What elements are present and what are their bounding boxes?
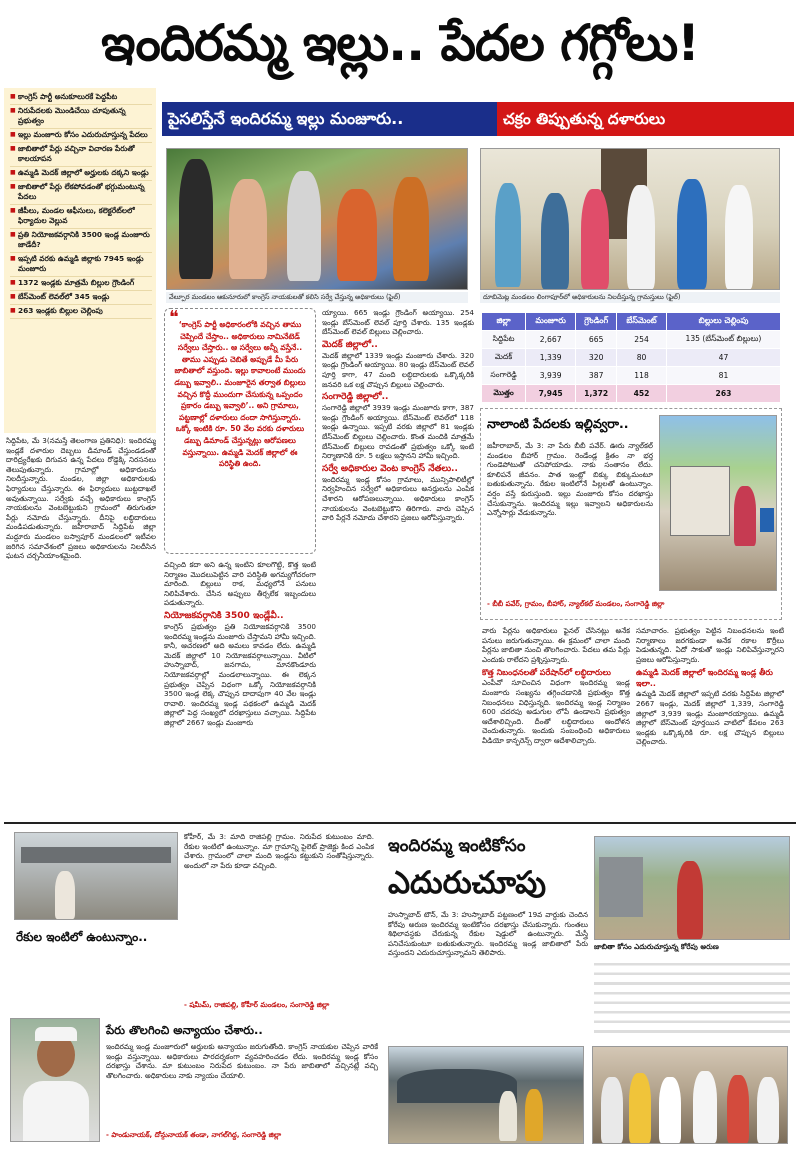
table-cell: 47 <box>666 349 780 367</box>
person-figure <box>734 486 756 546</box>
highlight-text: జీపీలు, మండల ఆఫీసులు, కలెక్టరేట్‌లలో ఫిర్యాదుల వెల్లువ <box>18 206 135 225</box>
highlight-text: ఇల్లు మంజూరు కోసం ఎదురుచూస్తున్న పేదలు <box>18 130 148 139</box>
bullet-icon: ■ <box>10 145 16 152</box>
table-cell: 81 <box>666 367 780 385</box>
col3-sanga-text: సంగారెడ్డి జిల్లాలో 3939 ఇండ్లు మంజూరు కాగా, 387 ఇండ్లు గ్రౌండింగ్ అయ్యాయి. బేస్‌మెంట్ లెవల్‌లో 118 ఇండ్లు ఉన్నాయి. ఇప్పటి వరకు జిల్లాలో 81 ఇండ్లకు బేస్‌మెంట్ బిల్లులు చెల్లించారు. కొంత మందికి మాత్రమే బేస్‌మెంట్ బిల్లులు రావడంతో ప్రభుత్వం ఒక్కో ఇంటి నిర్మాణానికి రూ. 5 లక్షలు ఇస్తానని హామీ ఇచ్చింది. <box>322 403 474 461</box>
bullet-icon: ■ <box>10 131 16 138</box>
col4-text: ఎంపీవో సూచించిన విధంగా ఇందిరమ్మ ఇండ్ల మంజూరు సంఖ్యను తగ్గించడానికి ప్రభుత్వం కొత్త నిబంధనలు విధిస్తున్నది. ఇందిరమ్మ ఇండ్ల నిర్మాణం 600 చదరపు అడుగుల లోపే ఉండాలని ప్రభుత్వం ఆదేశాలిచ్చింది. దీంతో లబ్ధిదారులు ఆందోళన చెందుతున్నారు. ఇందుకు సంబంధించి అధికారులు వీడియో కాన్ఫరెన్స్ ద్వారా ఆదేశాలిచ్చారు. <box>482 678 630 745</box>
photo-woman-shed <box>594 836 790 940</box>
story-eduru-text-cont <box>594 956 790 1034</box>
person-figure <box>601 1077 623 1143</box>
table-header-cell: జిల్లా <box>482 313 526 331</box>
body-col1: సిద్దిపేట, మే 3(నమస్తే తెలంగాణ ప్రతినిధి): ఇందిరమ్మ ఇండ్లకే దళారుల దెబ్బలు డిమాండ్ చేస్తుండడంతో దారిద్ర్యరేఖకు దిగువన ఉన్న పేదలు రోడ్డెక్కి నిరసనలు తెలుపుతున్నారు. గ్రామాల్లో అధికారులను నిలదీస్తున్నారు. మండల, జిల్లా అధికారులకు ఫిర్యాదులు చేస్తున్నారు. ఈ ఫిర్యాదులు బుట్టదాఖలే అవుతున్నాయి. సర్వేకు వచ్చే అధికారులు కాంగ్రెస్ నాయకులను వెంటబెట్టుకుని గ్రామంలో తిరుగుతూ పేర్లు నమోదు చేస్తున్నారు. దీనిపై లబ్ధిదారులు మండిపడుతున్నారు. జహీరాబాద్ సిద్దిపేట జిల్లా మద్దూరు మండలం బస్వాపూర్ మండలంలో ఇటీవల జరిగిన సమావేశంలో ప్రజలు అధికారులను నిలదీసిన ఘటన చర్చనీయాంశమైంది. <box>6 436 156 561</box>
col2-text: కాంగ్రెస్ ప్రభుత్వం ప్రతి నియోజకవర్గానికి 3500 ఇందిరమ్మ ఇండ్లను మంజూరు చేస్తామని హామీ ఇచ్చింది. కానీ, ఆచరణలో అది అమలు కావడం లేదు. ఉమ్మడి మెదక్ జిల్లాలో 10 నియోజకవర్గాలున్నాయి. వీటిలో హుస్నాబాద్, జనగామ, మానకొండూరు నియోజకవర్గాల్లో మండలాలున్నాయి. ఈ లెక్కన ప్రభుత్వం చెప్పిన విధంగా ఒక్కో నియోజకవర్గానికి 3500 ఇండ్ల లెక్క చొప్పున దాదాపుగా 40 వేల ఇండ్లు రావాలి. ఇందిరమ్మ ఇండ్ల పథకంలో ఉమ్మడి మెదక్ జిల్లాలో పెద్ద సంఖ్యలో దరఖాస్తులు వచ్చాయి. సిద్దిపేట జిల్లాలో 2667 ఇండ్లు మంజూరు <box>164 621 316 727</box>
table-cell: 7,945 <box>526 385 576 403</box>
table-cell: 1,339 <box>526 349 576 367</box>
story-rekula-byline: - షమీమ్, రాజిపల్లి, కోహీర్ మండలం, సంగారెడ్డి జిల్లా <box>184 1001 330 1009</box>
bullet-icon: ■ <box>10 255 16 262</box>
highlight-item <box>10 106 152 129</box>
table-cell: సంగారెడ్డి <box>482 367 526 385</box>
highlight-text: 1372 ఇండ్లకు మాత్రమే బిల్లుల గ్రౌండింగ్ <box>18 278 135 287</box>
photo-old-man <box>10 1018 100 1142</box>
highlight-item <box>10 230 152 253</box>
highlight-text: జాబితాలో పేర్లు లేకపోవడంతో భగ్గుమంటున్న పేదలు <box>18 182 145 201</box>
table-row <box>482 385 781 403</box>
quote-mark-icon: ❝ <box>169 308 179 328</box>
table-cell: 2,667 <box>526 331 576 349</box>
person-figure <box>727 1075 749 1143</box>
table-cell: 1,372 <box>576 385 617 403</box>
table-cell: మొత్తం <box>482 385 526 403</box>
photo-eduru-caption: జాబితా కోసం ఎదురుచూస్తున్న కోరేపు అరుణ <box>594 942 719 951</box>
col5-intro: సమాచారం. ప్రభుత్వం పెట్టిన నిబంధనలను ఇంటి నిర్మాణాలు జరగకుండా అనేక రకాల కొర్రీలు పెడుతున్నది. ఏదో సాకుతో ఇండ్లు నిలిపివేస్తున్నారని ప్రజలు ఆరోపిస్తున్నారు. <box>636 626 784 664</box>
col2-intro: వచ్చింది కదా అని ఉన్న ఇంటిని కూలగొట్టి, కొత్త ఇంటి నిర్మాణం మొదలుపెట్టిన వారి పరిస్థితి అగమ్యగోచరంగా మారింది. బిల్లులు రాక, మధ్యలోనే పనులు నిలిపివేశారు. చేసిన అప్పులు తీర్చలేక ఇబ్బందులు పడుతున్నారు. <box>164 560 316 608</box>
bullet-icon: ■ <box>10 307 16 314</box>
body-col4 <box>482 626 630 816</box>
table-row <box>482 367 781 385</box>
person-figure <box>179 159 213 279</box>
highlight-item <box>10 254 152 277</box>
highlight-item <box>10 206 152 229</box>
col3-sanga-subhead: సంగారెడ్డి జిల్లాలో.. <box>322 392 389 403</box>
highlight-item <box>10 144 152 167</box>
highlights-box <box>4 88 156 433</box>
col5-subhead: ఉమ్మడి మెదక్ జిల్లాలో ఇందిరమ్మ ఇండ్ల తీరు ఇలా.. <box>636 668 773 689</box>
table-cell: మెదక్ <box>482 349 526 367</box>
table-cell: 135 (బేస్‌మెంట్ బిల్లులు) <box>666 331 780 349</box>
photo-survey-officials <box>166 148 468 290</box>
story-peru-text: ఇందిరమ్మ ఇండ్ల మంజూరులో అర్హులకు అన్యాయం జరుగుతోంది. కాంగ్రెస్ నాయకుల చెప్పిన వారికే ఇండ్లు వస్తున్నాయి. అధికారులు పారదర్శకంగా వ్యవహరించడం లేదు. ఇందిరమ్మ ఇండ్ల కోసం దరఖాస్తు చేశాను. మా కుటుంబం నిరుపేద కుటుంబం. నా పేరు జాబితాలో వచ్చినట్లే వచ్చి తొలగించారు. అధికారులు నాకు న్యాయం చేయాలి. <box>106 1042 378 1080</box>
story-peru-byline: - పాండునాయక్, దోన్గునాయక్ తండా, నాగల్‌గిద్ద, సంగారెడ్డి జిల్లా <box>106 1131 282 1139</box>
table-cell: 254 <box>617 331 667 349</box>
person-figure <box>677 861 703 939</box>
table-cell: 320 <box>576 349 617 367</box>
story-rekula-title: రేకుల ఇంటిలో ఉంటున్నాం.. <box>16 930 148 944</box>
bullet-icon: ■ <box>10 231 16 238</box>
photo-crowd-officials <box>592 1046 788 1144</box>
bullet-icon: ■ <box>10 183 16 190</box>
photo2-caption: దూబిమెట్ల మండలం లింగాపూర్‌లో అధికారులను నిలదీస్తున్న గ్రామస్తులు (ఫైల్) <box>480 292 780 303</box>
story-eduru-box <box>382 830 794 1038</box>
person-figure <box>659 1077 681 1143</box>
story-nala-title: నాలాంటి పేదలకు ఇల్లివ్వరా.. <box>487 416 629 431</box>
col2-subhead: నియోజకవర్గానికి 3500 ఇండ్లేవీ.. <box>164 610 284 621</box>
col4-intro: వారు పేర్లను అధికారులు ఫైనల్ చేసినట్లు అనేక పనులు జరుగుతున్నాయి. ఈ క్రమంలో చాలా మంది పేర్లను జాబితా నుంచి తొలగించారు. పేదలు తమ పేర్లు ఎందుకు రాలేదని ప్రశ్నిస్తున్నారు. <box>482 626 630 664</box>
highlight-text: ఇప్పటి వరకు ఉమ్మడి జిల్లాకు 7945 ఇండ్లు మంజూరు <box>18 254 144 273</box>
table-cell: 665 <box>576 331 617 349</box>
table-row <box>482 331 781 349</box>
person-figure <box>287 171 321 281</box>
highlight-text: నిరుపేదలకు మొండిచేయి చూపుతున్న ప్రభుత్వం <box>18 106 126 125</box>
highlight-item <box>10 306 152 319</box>
photo-tarp-hut <box>388 1046 584 1144</box>
highlight-item <box>10 292 152 305</box>
shed <box>599 857 643 917</box>
bullet-icon: ■ <box>10 279 16 286</box>
story-eduru-title-1: ఇందిరమ్మ ఇంటికోసం <box>388 836 526 856</box>
table-cell: 387 <box>576 367 617 385</box>
table-cell: 3,939 <box>526 367 576 385</box>
col4-subhead: కొత్త నిబంధనలతో పరేషాన్‌లో లబ్ధిదారులు <box>482 668 611 678</box>
table-cell: 80 <box>617 349 667 367</box>
person-figure <box>757 1077 779 1143</box>
highlight-item <box>10 168 152 181</box>
photo1-caption: వేల్పూర మండలం ఆకునూరులో కాంగ్రెస్ నాయకులతో కలిసి సర్వే చేస్తున్న అధికారులు (ఫైల్) <box>166 292 468 303</box>
highlight-text: ప్రతి నియోజకవర్గానికి 3500 ఇండ్ల మంజూరు జాడేదీ? <box>18 230 150 249</box>
headline: ఇందిరమ్మ ఇల్లు.. పేదల గగ్గోలు! <box>101 14 699 72</box>
section-divider <box>4 822 796 824</box>
person-figure <box>393 177 429 281</box>
house-wall <box>670 466 730 536</box>
story-nala-text: జహీరాబాద్, మే 3: నా పేరు బీబీ పవేర్. ఊరు న్యాల్‌కల్ మండలం బీహార్ గ్రామం. రెండేండ్ల క్రితం నా భర్త గుండెపోటుతో చనిపోయాడు. నాకు సంతానం లేదు. కూలిపనే జీవనం. పాత ఇంట్లో బిక్కు బిక్కుమంటూ బతుకుతున్నాను. రేకుల ఇంటిలోనే పిల్లలతో ఉంటున్నాం. వర్షం వస్తే కురుస్తుంది. ఇల్లు మంజూరు కోసం దరఖాస్తు చేసుకున్నాను. ఇందిరమ్మ ఇల్లు ఇవ్వాలని అధికారులను ఎన్నోసార్లు వేడుకున్నాను. <box>487 441 653 518</box>
highlight-text: ఉమ్మడి మెదక్ జిల్లాలో అర్హులకు దక్కని ఇండ్లు <box>18 168 149 177</box>
highlight-item <box>10 278 152 291</box>
col3-survey-text: ఇందిరమ్మ ఇండ్ల కోసం గ్రామాలు, మున్సిపాలిటీల్లో నిర్వహించిన సర్వేలో అధికారులు అనర్హులను ఎంపిక చేశారని ఆరోపణలున్నాయి. అధికారులు కాంగ్రెస్ నాయకులను వెంటబెట్టుకొని తిరిగారు. వారు చెప్పిన వారి పేర్లనే నమోదు చేశారని ప్రజలు ఆరోపిస్తున్నారు. <box>322 474 474 523</box>
col3-survey-subhead: సర్వే అధికారుల వెంట కాంగ్రెస్ నేతలు.. <box>322 463 458 474</box>
stats-table <box>481 312 781 402</box>
bullet-icon: ■ <box>10 93 16 100</box>
highlight-item <box>10 92 152 105</box>
person-cap <box>35 1027 77 1041</box>
sub-banner <box>162 102 794 136</box>
table-cell: 452 <box>617 385 667 403</box>
table-header-cell: బిల్లులు చెల్లింపు <box>666 313 780 331</box>
body-col5 <box>636 626 784 816</box>
person-figure <box>495 183 521 287</box>
table-header-cell: గ్రౌండింగ్ <box>576 313 617 331</box>
col3-intro: య్యాయి. 665 ఇండ్లు గ్రౌండింగ్ అయ్యాయి. 254 ఇండ్లు బేస్‌మెంట్ లెవల్ పూర్తి చేశారు. 135 ఇండ్లకు బేస్‌మెంట్ లెవల్ బిల్లులు చెల్లించారు. <box>322 308 474 337</box>
person-figure <box>499 1091 517 1141</box>
highlight-text: బేస్‌మెంట్ లెవల్‌లో 345 ఇండ్లు <box>18 292 110 301</box>
table-cell: 118 <box>617 367 667 385</box>
body-col2 <box>164 560 316 816</box>
person-figure <box>627 185 655 289</box>
body-col3 <box>322 308 474 816</box>
person-figure <box>725 185 753 289</box>
col3-medak-text: మెదక్ జిల్లాలో 1339 ఇండ్లు మంజూరు చేశారు. 320 ఇండ్లు గ్రౌండింగ్ అయ్యాయి. 80 ఇండ్లు బేస్‌మెంట్ లెవల్ పూర్తి కాగా, 47 మంది లబ్ధిదారులకు ఒక్కొక్కరికి జనవరి ఒక లక్ష చొప్పున బిల్లులు చెల్లించారు. <box>322 350 474 389</box>
person-figure <box>541 193 569 289</box>
bullet-icon: ■ <box>10 107 16 114</box>
photo-tin-shed-house <box>14 832 178 920</box>
highlight-item <box>10 130 152 143</box>
tin-roof <box>21 847 171 863</box>
col5-text: ఉమ్మడి మెదక్ జిల్లాలో ఇప్పటి వరకు సిద్దిపేట జిల్లాలో 2667 ఇండ్లు, మెదక్ జిల్లాలో 1,339, సంగారెడ్డి జిల్లాలో 3,939 ఇండ్లు మంజూరయ్యాయి. ఉమ్మడి జిల్లాలో బేస్‌మెంట్ పూర్తయిన వాటిలో కేవలం 263 ఇండ్లకు ఒక్కొక్కరికి రూ. లక్ష చొప్పున బిల్లులు చెల్లించారు. <box>636 689 784 747</box>
table-row <box>482 349 781 367</box>
bullet-icon: ■ <box>10 293 16 300</box>
story-nala-byline: - బీబీ పవేర్, గ్రామం, బీహార్, న్యాల్‌కల్ మండలం, సంగారెడ్డి జిల్లా <box>487 600 665 608</box>
quote-box <box>164 308 316 554</box>
highlight-text: కాంగ్రెస్ పార్టీ అనుకూలురకే పెద్దపీట <box>18 92 118 101</box>
story-eduru-title-2: ఎదురుచూపు <box>388 865 547 901</box>
tarp-roof <box>397 1069 517 1103</box>
person-figure <box>525 1089 543 1141</box>
person-figure <box>629 1073 651 1143</box>
table-cell: 263 <box>666 385 780 403</box>
person-figure <box>337 189 377 281</box>
table-header-cell: బేస్‌మెంట్ <box>617 313 667 331</box>
story-nala-box <box>480 408 782 620</box>
person-figure <box>581 189 609 289</box>
table-header-cell: మంజూరు <box>526 313 576 331</box>
story-peru-title: పేరు తొలగించి అన్యాయం చేశారు.. <box>106 1023 263 1037</box>
story-rekula-text: కోహీర్, మే 3: మాది రాజిపల్లి గ్రామం. నిరుపేద కుటుంబం మాది. రేకుల ఇంటిలో ఉంటున్నాం. మా గ్రామాన్ని పైలెట్ ప్రాజెక్టు కింద ఎంపిక చేశారు. గ్రామంలో చాలా మంది ఇండ్లను కట్టుకుని సంతోషిస్తున్నారు. అందులో నా పేరు కూడా వచ్చింది. <box>184 832 374 870</box>
person-figure <box>55 871 75 919</box>
highlight-item <box>10 182 152 205</box>
highlight-text: 263 ఇండ్లకు బిల్లుల చెల్లింపు <box>18 306 103 315</box>
water-drum <box>760 508 774 532</box>
person-body <box>23 1081 89 1142</box>
banner-left: పైసలిస్తేనే ఇందిరమ్మ ఇల్లు మంజూరు.. <box>162 102 497 136</box>
col3-medak-subhead: మెదక్ జిల్లాలో.. <box>322 339 378 350</box>
bullet-icon: ■ <box>10 169 16 176</box>
story-eduru-text: హుస్నాబాద్ టౌన్, మే 3: హుస్నాబాద్ పట్టణంలో 19వ వార్డుకు చెందిన కోరేపు అరుణ ఇందిరమ్మ ఇంటికోసం దరఖాస్తు చేసుకున్నారు. గుంతలు శిథిలావస్థకు చేరుకున్న రేకుల షెడ్డులో ఉంటున్నారు. మేస్త్రీ పనిచేసుకుంటూ బతుకుతున్నారు. ఇందిరమ్మ ఇండ్ల జాబితాలో పేరు వస్తుందని ఎదురుచూస్తున్నామని తెలిపారు. <box>388 910 588 958</box>
person-figure <box>677 179 707 289</box>
banner-right: చక్రం తిప్పుతున్న దళారులు <box>497 102 794 136</box>
person-figure <box>693 1071 717 1143</box>
bullet-icon: ■ <box>10 207 16 214</box>
person-figure <box>229 179 267 279</box>
photo-woman-house <box>659 415 777 591</box>
photo-villagers-questioning <box>480 148 780 290</box>
highlights-list <box>10 92 152 319</box>
highlight-text: జాబితాలో పేర్లు వచ్చినా విచారణ పేరుతో కాలయాపన <box>18 144 135 163</box>
table-cell: సిద్దిపేట <box>482 331 526 349</box>
quote-text: ‘కాంగ్రెస్ పార్టీ అధికారంలోకి వచ్చిన తాము చెప్పిందే చేస్తాం.. అధికారులు నామినేటెడ్ సర్వేలు చేస్తారు.. ఆ సర్వేలు అన్నీ వస్తేనే.. తాము ఎప్పుడు చెబితే అప్పుడే మీ పేరు జాబితాలో వస్తుంది. ఇల్లు కావాలంటే ముందు డబ్బు ఇవ్వాలి.. మంజూరైన తర్వాత బిల్లులు వచ్చిన కొద్దీ ముందుగా చేసుకున్న ఒప్పందం ప్రకారం డబ్బు ఇవ్వాలి’.. అని గ్రామాలు, పట్టణాల్లో దళారులు దందా సాగిస్తున్నారు. ఒక్కో ఇంటికి రూ. 50 వేల వరకు దళారులు డబ్బు డిమాండ్ చేస్తున్నట్లు ఆరోపణలు వస్తున్నాయి. ఉమ్మడి మెదక్ జిల్లాలో ఈ పరిస్థితి ఉంది. <box>174 320 306 469</box>
